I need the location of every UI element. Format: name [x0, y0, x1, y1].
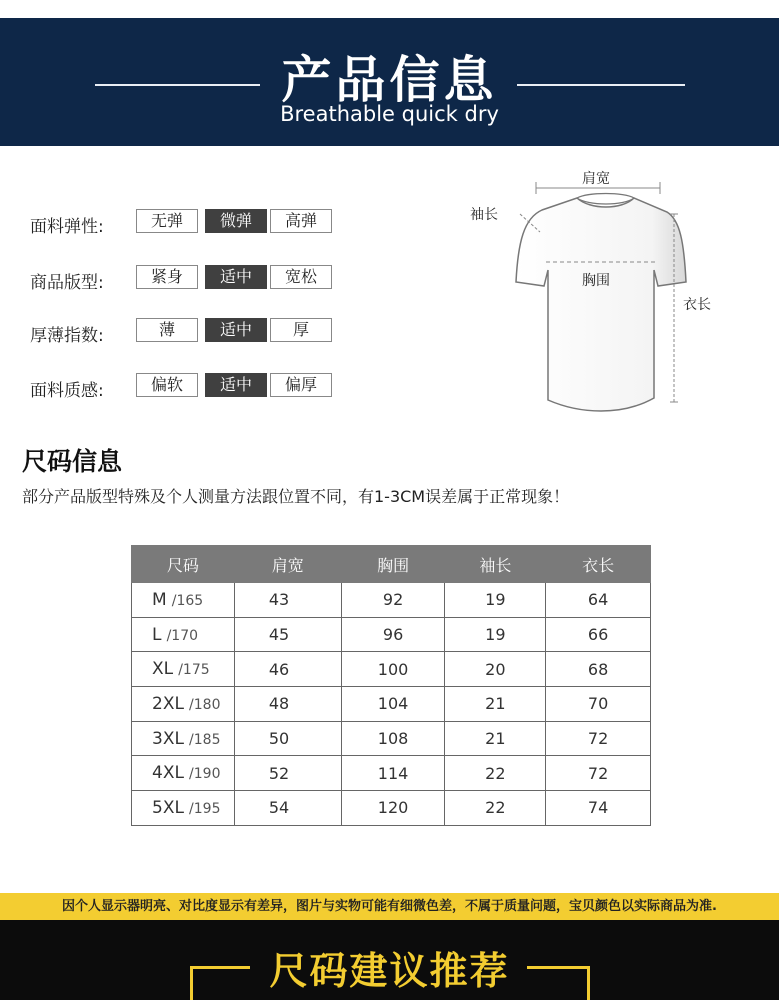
footer-frame-right	[527, 966, 590, 969]
size-cell	[132, 756, 235, 791]
tshirt-icon	[462, 162, 742, 422]
size-cell	[132, 721, 235, 756]
attribute-option-selected: 适中	[205, 318, 267, 342]
size-value-cell: 66	[546, 617, 651, 652]
attribute-option-selected: 适中	[205, 265, 267, 289]
page-title: 产品信息	[281, 51, 498, 109]
size-height: /165	[171, 592, 204, 609]
size-height: /175	[178, 662, 210, 679]
label-sleeve: 袖长	[470, 207, 498, 223]
header-divider-right	[517, 84, 685, 86]
size-value-cell: 21	[445, 687, 546, 722]
size-section-title: 尺码信息	[22, 447, 123, 476]
table-row	[132, 652, 651, 687]
size-value-cell: 72	[546, 721, 651, 756]
attribute-option-selected: 微弹	[205, 209, 267, 233]
size-value-cell: 52	[234, 756, 341, 791]
size-code: L	[152, 624, 162, 645]
size-value-cell: 120	[341, 791, 445, 826]
size-table-header-cell: 胸围	[341, 546, 445, 583]
page-subtitle: Breathable quick dry	[280, 102, 499, 126]
size-height: /180	[189, 696, 221, 713]
attribute-label: 商品版型:	[30, 273, 104, 293]
attribute-option-selected: 适中	[205, 373, 267, 397]
footer-banner	[0, 920, 779, 1000]
size-height: /185	[189, 731, 221, 748]
size-value-cell: 70	[546, 687, 651, 722]
size-cell	[132, 617, 235, 652]
attribute-option: 紧身	[136, 265, 198, 289]
table-row	[132, 617, 651, 652]
size-table-header	[132, 546, 651, 583]
size-value-cell: 68	[546, 652, 651, 687]
size-table-header-cell: 尺码	[132, 546, 235, 583]
attribute-label: 面料弹性:	[30, 217, 104, 237]
size-table-header-cell: 衣长	[546, 546, 651, 583]
size-height: /170	[166, 627, 199, 644]
attribute-label: 面料质感:	[30, 381, 104, 401]
size-value-cell: 22	[445, 756, 546, 791]
size-value-cell: 20	[445, 652, 546, 687]
size-table-header-cell: 肩宽	[234, 546, 341, 583]
attribute-option: 偏软	[136, 373, 198, 397]
size-code: XL	[152, 659, 174, 680]
size-cell	[132, 583, 235, 618]
size-section-note: 部分产品版型特殊及个人测量方法跟位置不同，有1-3CM误差属于正常现象！	[22, 487, 570, 506]
attribute-option: 无弹	[136, 209, 198, 233]
size-table	[131, 545, 651, 826]
attribute-option: 宽松	[270, 265, 332, 289]
label-chest: 胸围	[582, 273, 610, 289]
size-cell	[132, 652, 235, 687]
size-value-cell: 45	[234, 617, 341, 652]
table-row	[132, 721, 651, 756]
size-code: M	[152, 589, 167, 610]
size-value-cell: 64	[546, 583, 651, 618]
size-value-cell: 104	[341, 687, 445, 722]
size-value-cell: 96	[341, 617, 445, 652]
size-cell	[132, 687, 235, 722]
size-value-cell: 21	[445, 721, 546, 756]
table-row	[132, 687, 651, 722]
table-row	[132, 791, 651, 826]
size-code: 2XL	[152, 693, 184, 714]
size-code: 3XL	[152, 728, 184, 749]
size-value-cell: 48	[234, 687, 341, 722]
size-value-cell: 108	[341, 721, 445, 756]
size-height: /190	[189, 766, 221, 783]
footer-title: 尺码建议推荐	[269, 949, 510, 993]
size-value-cell: 100	[341, 652, 445, 687]
footer-frame-right-edge	[587, 966, 590, 1000]
size-value-cell: 92	[341, 583, 445, 618]
size-cell	[132, 791, 235, 826]
table-row	[132, 756, 651, 791]
attribute-option: 偏厚	[270, 373, 332, 397]
size-value-cell: 19	[445, 617, 546, 652]
size-value-cell: 43	[234, 583, 341, 618]
attribute-option: 高弹	[270, 209, 332, 233]
size-value-cell: 114	[341, 756, 445, 791]
attribute-option: 厚	[270, 318, 332, 342]
size-table-header-cell: 袖长	[445, 546, 546, 583]
size-value-cell: 50	[234, 721, 341, 756]
size-value-cell: 54	[234, 791, 341, 826]
size-value-cell: 46	[234, 652, 341, 687]
size-value-cell: 19	[445, 583, 546, 618]
size-value-cell: 74	[546, 791, 651, 826]
size-value-cell: 22	[445, 791, 546, 826]
size-code: 4XL	[152, 763, 184, 784]
size-code: 5XL	[152, 797, 184, 818]
disclaimer-bar: 因个人显示器明亮、对比度显示有差异，图片与实物可能有细微色差，不属于质量问题，宝贝颜色以实际商品为准.	[0, 893, 779, 920]
attribute-option: 薄	[136, 318, 198, 342]
shirt-diagram	[462, 162, 742, 422]
header-banner	[0, 18, 779, 146]
table-row	[132, 583, 651, 618]
size-value-cell: 72	[546, 756, 651, 791]
label-length: 衣长	[683, 297, 711, 313]
size-height: /195	[189, 800, 221, 817]
label-shoulder: 肩宽	[582, 171, 610, 187]
attribute-label: 厚薄指数:	[30, 326, 104, 346]
